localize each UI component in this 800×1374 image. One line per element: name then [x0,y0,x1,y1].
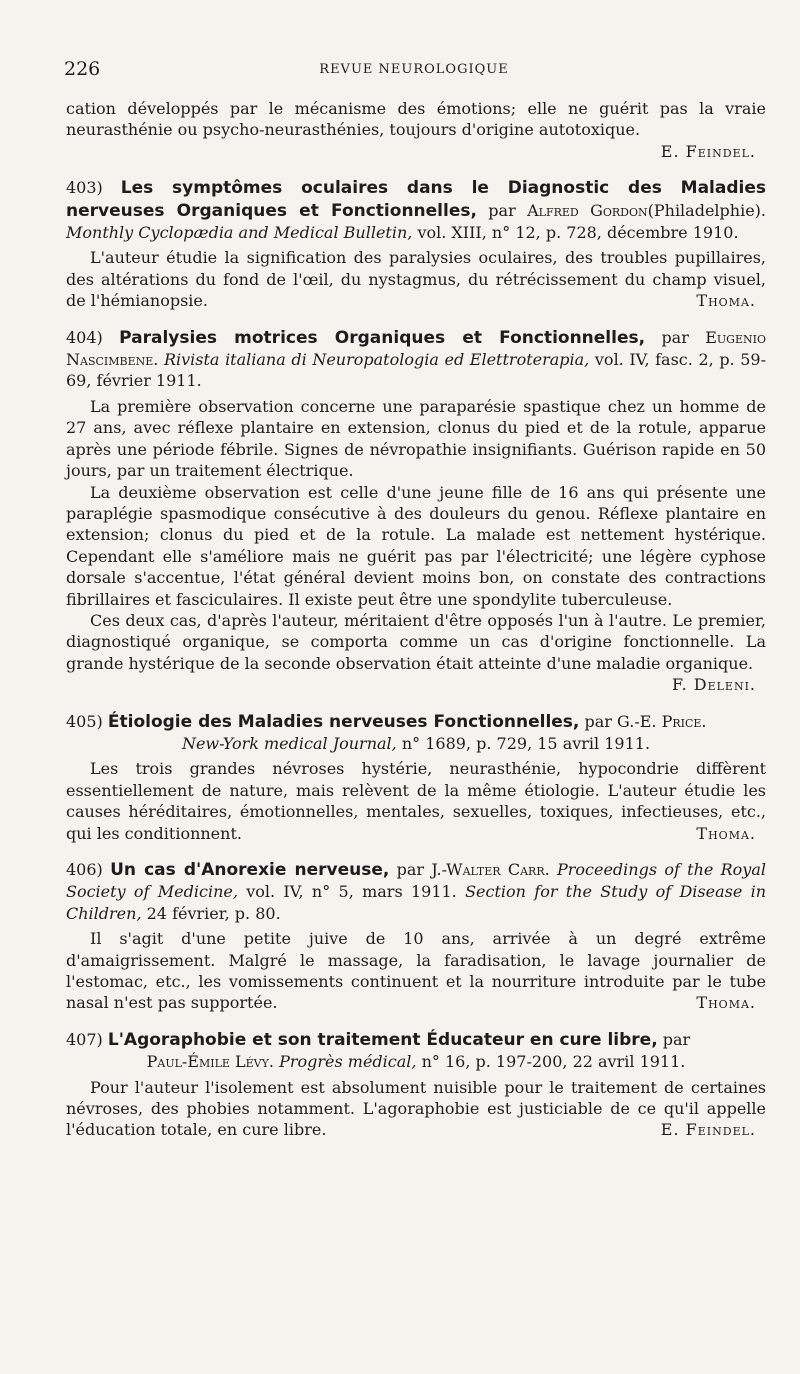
reference: vol. IV, n° 5, mars 1911. [246,882,457,902]
abstract-title: Les symptômes oculaires dans le Diagnostic des Maladies nerveuses Organiques et Fonctionnelles, [66,178,766,221]
abstract-403 [66,177,766,311]
abstract-by: par [661,327,689,347]
intro-paragraph: cation développés par le mécanisme des émotions; elle ne guérit pas la vraie neurasthénie ou psycho-neurasthénies, toujours d'origine autotoxique. [66,99,766,140]
abstract-author: Eugenio Nascimbene. [66,327,766,370]
abstract-title: L'Agoraphobie et son traitement Éducateur en cure libre, [107,1029,658,1050]
reference: vol. IV, fasc. 2, p. 59-69, février 1911. [66,350,767,391]
abstract-signature: Thoma. [696,291,756,311]
abstract-author: Alfred Gordon [527,200,648,220]
abstract-header [66,177,766,243]
abstract-number: 404) [66,327,103,347]
abstract-paragraph: Ces deux cas, d'après l'auteur, méritaient d'être opposés l'un à l'autre. Le premier, diagnostiqué organique, se comporta comme un cas d'origine fonctionnelle. La grande hystérique de la seconde observation était atteinte d'une maladie organique. F. Deleni. [66,610,766,695]
abstract-by: par [584,711,612,731]
journal-title: New-York medical Journal, [181,733,397,753]
abstract-header [66,859,766,924]
page-header [64,56,764,84]
abstract-number: 407) [66,1029,103,1049]
abstract-404 [66,327,766,696]
intro-signature: E. Feindel. [660,141,756,161]
abstract-signature: E. Feindel. [660,1120,756,1140]
reference: vol. XIII, n° 12, p. 728, décembre 1910. [417,223,739,243]
page-number: 226 [64,58,101,80]
abstract-author: G.-E. Price. [617,711,707,731]
abstract-title: Étiologie des Maladies nerveuses Fonctionnelles, [107,711,580,732]
abstract-header [66,711,766,733]
abstract-number: 403) [66,178,103,198]
abstract-paragraph: L'auteur étudie la signification des paralysies oculaires, des troubles pupillaires, des altérations du fond de l'œil, du nystagmus, du rétrécissement du champ visuel, de l'hémianopsie. Thoma. [66,248,766,311]
abstract-author: J.-Walter Carr. [431,860,550,879]
author-place: (Philadelphie). [647,200,766,220]
abstract-paragraph: La deuxième observation est celle d'une jeune fille de 16 ans qui présente une paraplégie spasmodique consécutive à des douleurs du genou. Réflexe plantaire en extension; clonus du pied et de la rotule. La malade est nettement hystérique. Cependant elle s'améliore mais ne guérit pas par l'électricité; une légère cyphose dorsale s'accentue, l'état général devient moins bon, on constate des contractions fibrillaires et fasciculaires. Il existe peut être une spondylite tuberculeuse. [66,482,766,609]
reference: n° 16, p. 197-200, 22 avril 1911. [421,1052,686,1072]
running-title: REVUE NEUROLOGIQUE [319,62,509,77]
abstract-paragraph: Pour l'auteur l'isolement est absolument nuisible pour le traitement de certaines névroses, des phobies notamment. L'agoraphobie est justiciable de ce qu'il appelle l'éducation totale, en cure libre. E. Feindel. [66,1077,766,1140]
journal-title: Monthly Cyclopædia and Medical Bulletin, [66,223,413,243]
abstract-paragraph: Il s'agit d'une petite juive de 10 ans, arrivée à un degré extrême d'amaigrissement. Malgré le massage, la faradisation, le lavage journalier de l'estomac, etc., les vomissements continuent et la nourriture introduite par le tube nasal n'est pas supportée. Thoma. [66,929,766,1013]
abstract-by: par [662,1029,691,1049]
abstract-title: Paralysies motrices Organiques et Fonctionnelles, [119,327,646,348]
page-body [66,98,766,1141]
abstract-header [66,1029,766,1051]
abstract-405 [66,711,766,844]
abstract-paragraph: La première observation concerne une paraparésie spastique chez un homme de 27 ans, avec réflexe plantaire en extension, clonus du pied et de la rotule, apparue après une période fébrile. Signes de névropathie insignifiants. Guérison rapide en 50 jours, par un traitement électrique. [66,396,766,481]
abstract-406 [66,859,766,1014]
abstract-reference [66,733,766,754]
journal-title: Rivista italiana di Neuropatologia ed Elettroterapia, [163,350,590,370]
abstract-signature: Thoma. [696,993,756,1013]
abstract-number: 405) [66,711,103,731]
abstract-reference [66,1051,766,1072]
journal-title: Proceedings of the Royal Society of Medicine, [66,860,766,902]
abstract-by: par [488,200,516,220]
abstract-author: Paul-Émile Lévy. [146,1052,274,1072]
abstract-number: 406) [66,860,103,879]
abstract-title: Un cas d'Anorexie nerveuse, [110,860,390,880]
journal-section: Section for the Study of Disease in Children, [66,882,767,923]
reference: 24 février, p. 80. [146,903,281,923]
abstract-407 [66,1029,766,1141]
abstract-paragraph: Les trois grandes névroses hystérie, neurasthénie, hypocondrie diffèrent essentiellement de nature, mais relèvent de la même étiologie. L'auteur étudie les causes héréditaires, émotionnelles, mentales, sexuelles, toxiques, infectieuses, etc., qui les conditionnent. Thoma. [66,759,766,843]
journal-title: Progrès médical, [279,1052,417,1072]
abstract-signature: F. Deleni. [671,675,756,695]
abstract-by: par [396,860,425,879]
abstract-signature: Thoma. [696,823,756,843]
abstract-header [66,327,766,392]
reference: n° 1689, p. 729, 15 avril 1911. [401,733,651,753]
